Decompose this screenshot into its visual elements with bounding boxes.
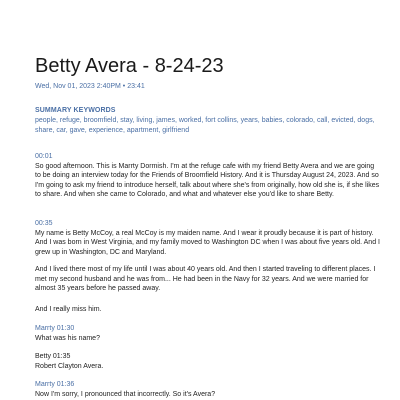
transcript-text: Robert Clayton Avera. bbox=[35, 362, 104, 370]
keywords-list: people, refuge, broomfield, stay, living, james, worked, fort collins, years, babies, colorado, call, evicted, dogs, share, car, gave, experience, apartment, girlfriend bbox=[35, 117, 375, 134]
speaker-label: Betty 01:35 bbox=[35, 353, 71, 360]
transcript-block-2b bbox=[35, 265, 380, 294]
transcript-block-2c bbox=[35, 305, 380, 315]
transcript-text: And I lived there most of my life until I was about 40 years old. And then I started traveling to different places. I met my second husband and he was from... He had been in the Navy for 32 years. And we were married for almost 35 years before he passed away. bbox=[35, 266, 376, 293]
transcript-block-3 bbox=[35, 324, 380, 343]
transcript-block-2 bbox=[35, 219, 380, 257]
transcript-text: And I really miss him. bbox=[35, 306, 102, 313]
timestamp: 00:35 bbox=[35, 220, 53, 227]
keywords-heading: SUMMARY KEYWORDS bbox=[35, 107, 116, 114]
timestamp: 00:01 bbox=[35, 153, 53, 160]
transcript-block-1 bbox=[35, 152, 380, 200]
document-meta: Wed, Nov 01, 2023 2:40PM • 23:41 bbox=[35, 83, 145, 90]
transcript-text: What was his name? bbox=[35, 334, 100, 342]
speaker-label: Marrty 01:36 bbox=[35, 381, 75, 388]
transcript-text: Now I'm sorry, I pronounced that incorrectly. So it's Avera? bbox=[35, 390, 216, 398]
transcript-block-4 bbox=[35, 352, 380, 371]
transcript-block-5 bbox=[35, 380, 380, 399]
transcript-text: So good afternoon. This is Marrty Dormish. I'm at the refuge cafe with my friend Betty Avera and we are going to be doing an interview today for the Friends of Broomfield History. And it is Thursday August 24, 2023. And so I'm going to ask my friend to introduce herself, talk about where she's from originally, how old she is, if she likes to share. And when she came to Colorado, and what and whatever else you'd like to share Betty. bbox=[35, 162, 380, 199]
document-title: Betty Avera - 8-24-23 bbox=[35, 55, 224, 77]
speaker-label: Marrty 01:30 bbox=[35, 325, 75, 332]
transcript-text: My name is Betty McCoy, a real McCoy is my maiden name. And I wear it proudly because it is part of history. And I was born in West Virginia, and my family moved to Washington DC when I was about five years old. And I grew up in Washington, DC and Maryland. bbox=[35, 229, 380, 256]
